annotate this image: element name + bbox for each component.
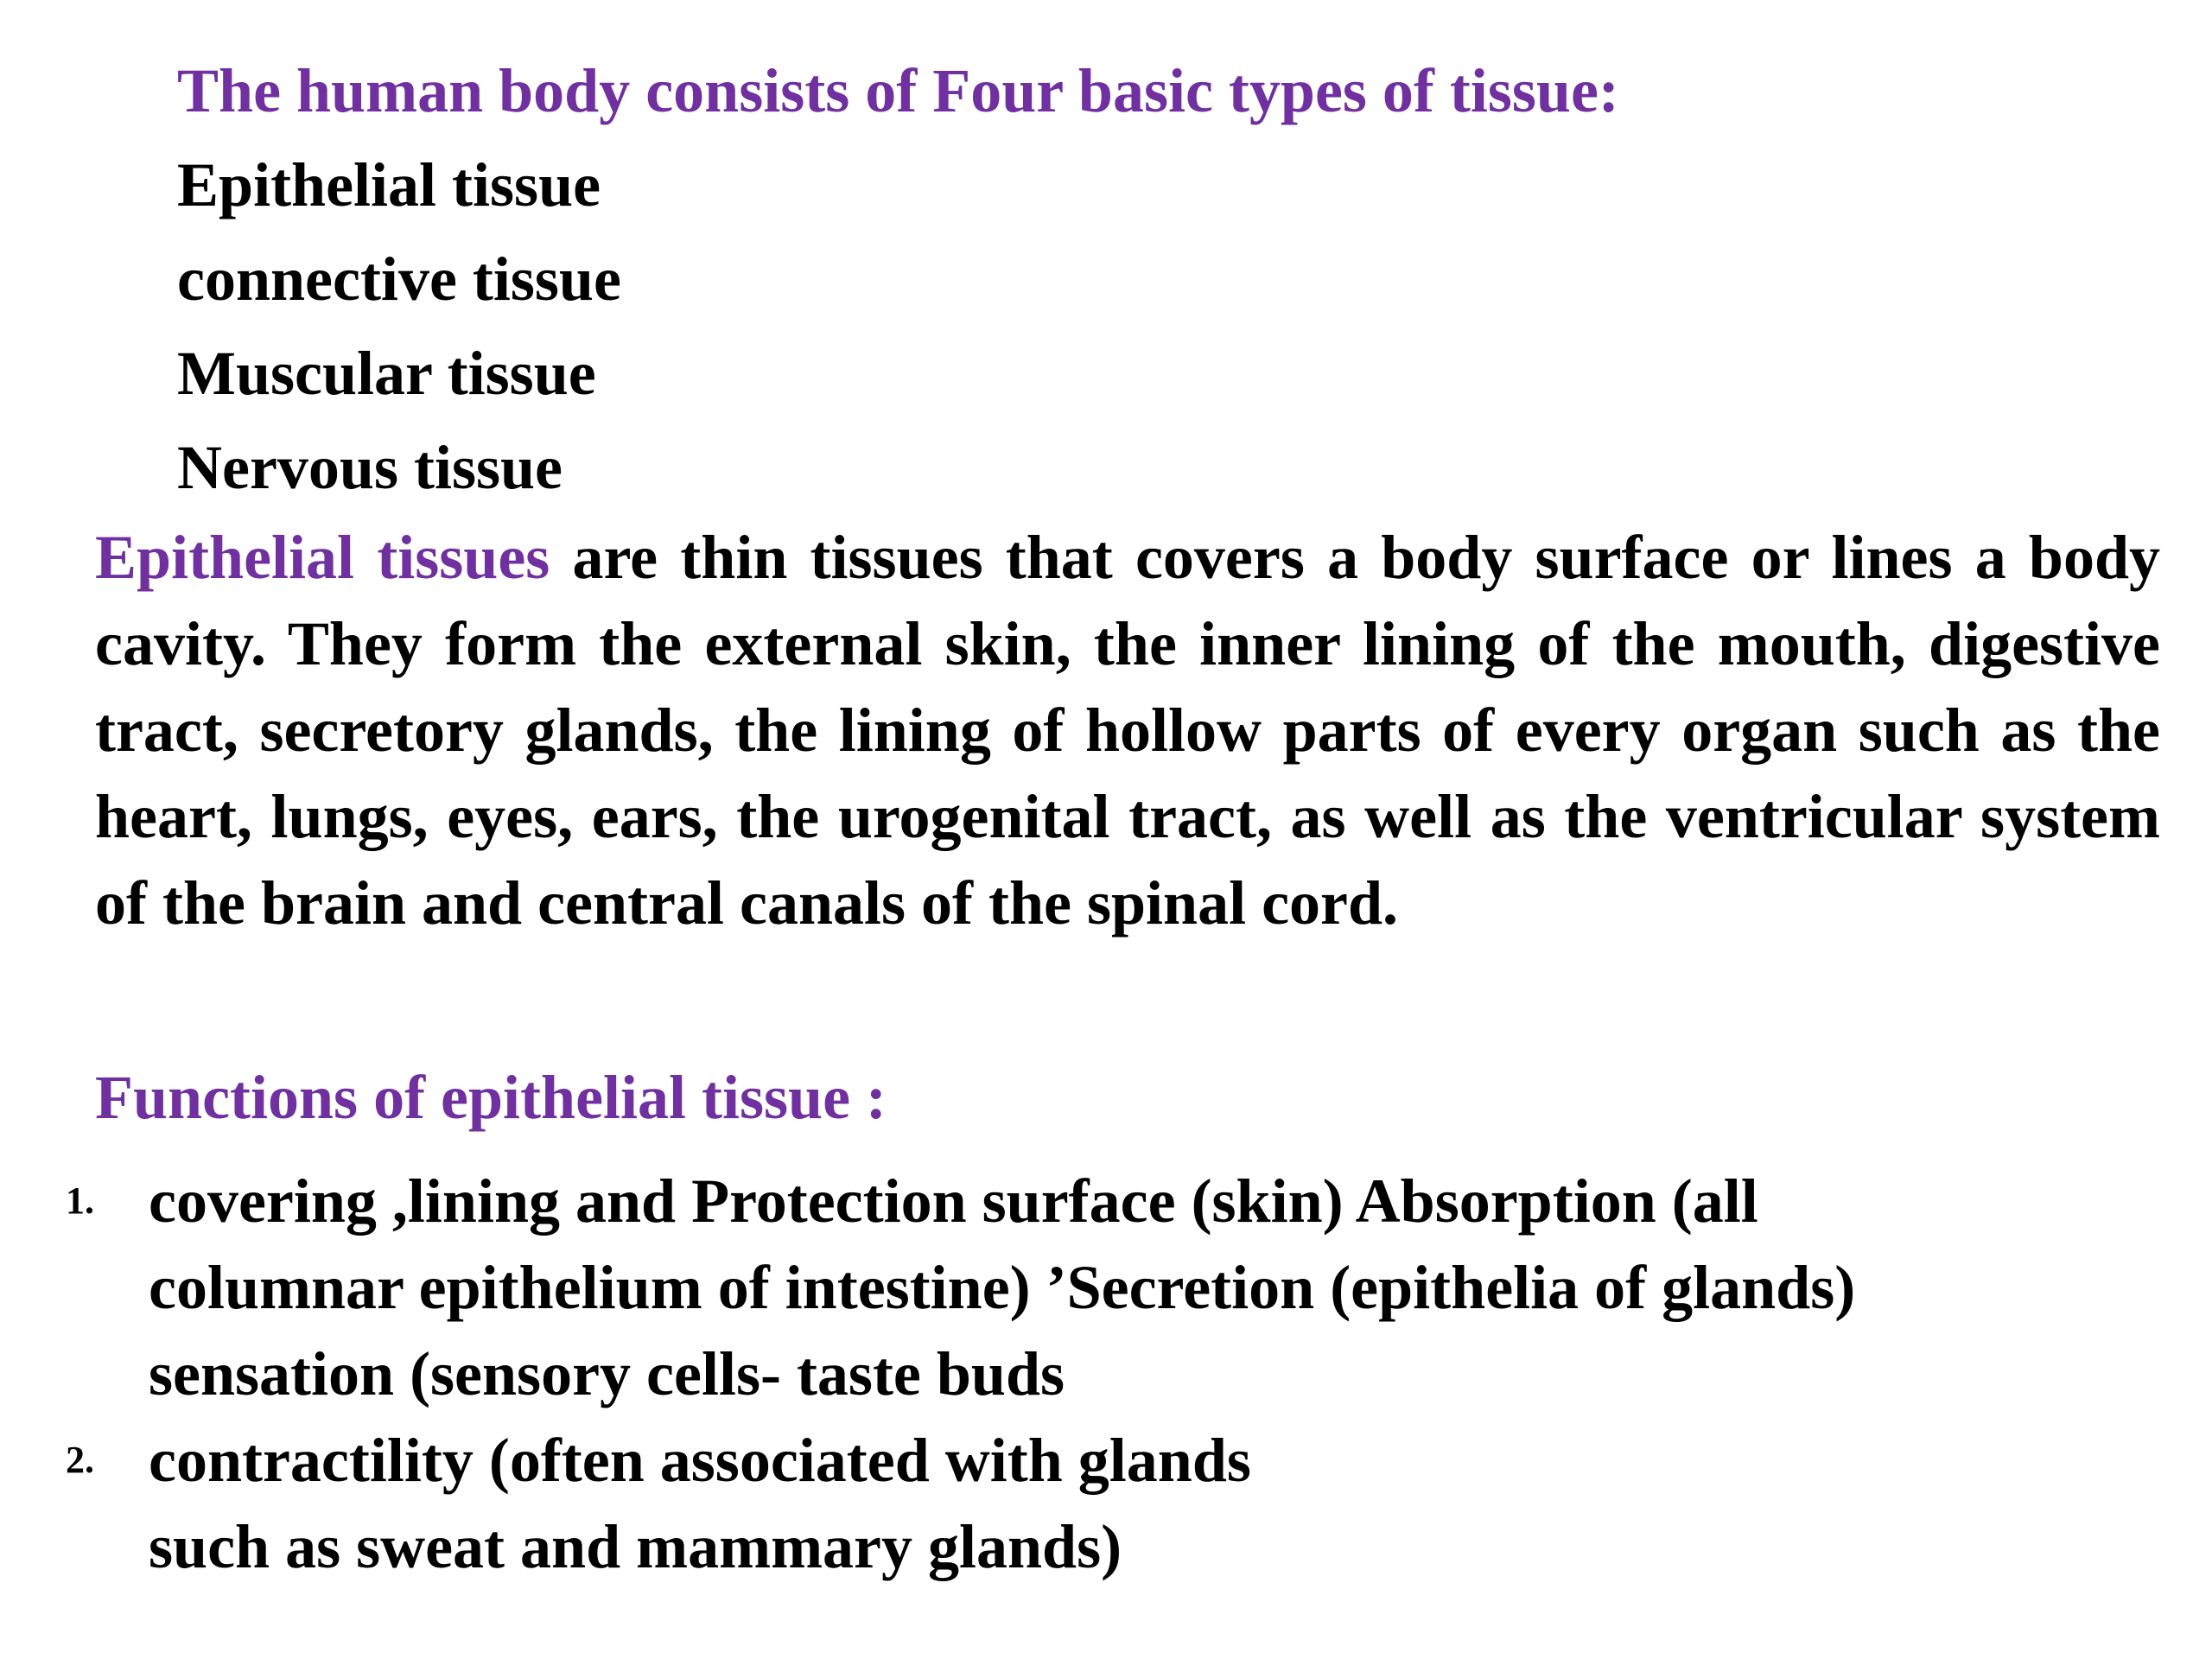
function-item-1	[0, 1158, 2160, 1417]
tissue-types-section	[177, 43, 2121, 515]
function-number-1: 1.	[66, 1179, 94, 1222]
epithelial-description-text: are thin tissues that covers a body surface or lines a body cavity. They form the external skin, the inner lining of the mouth, digestive tract, secretory glands, the lining of hollow parts of every organ such as the heart, lungs, eyes, ears, the urogenital tract, as well as the ventricular system of the brain and central canals of the spinal cord.	[95, 523, 2160, 938]
tissue-type-nervous: Nervous tissue	[177, 433, 563, 502]
function-number-2: 2.	[66, 1439, 94, 1481]
function-1-line-1: covering ,lining and Protection surface (skin) Absorption (all	[149, 1166, 1758, 1236]
function-1-line-2: columnar epithelium of intestine) ʼSecretion (epithelia of glands)	[149, 1253, 1856, 1322]
tissue-type-connective: connective tissue	[177, 245, 621, 314]
functions-list	[0, 1158, 2160, 1590]
function-1-line-3: sensation (sensory cells- taste buds	[149, 1339, 1065, 1408]
tissue-type-epithelial: Epithelial tissue	[177, 150, 601, 219]
epithelial-term: Epithelial tissues	[95, 523, 550, 592]
function-item-2	[0, 1417, 2160, 1590]
function-2-line-2: such as sweat and mammary glands)	[149, 1512, 1122, 1581]
intro-heading: The human body consists of Four basic types of tissue:	[177, 56, 1619, 125]
tissue-type-muscular: Muscular tissue	[177, 339, 596, 408]
function-2-line-1: contractility (often associated with glands	[149, 1426, 1251, 1495]
epithelial-description	[95, 514, 2160, 946]
functions-heading: Functions of epithelial tissue :	[95, 1063, 887, 1132]
tissue-types-list	[177, 138, 2121, 515]
